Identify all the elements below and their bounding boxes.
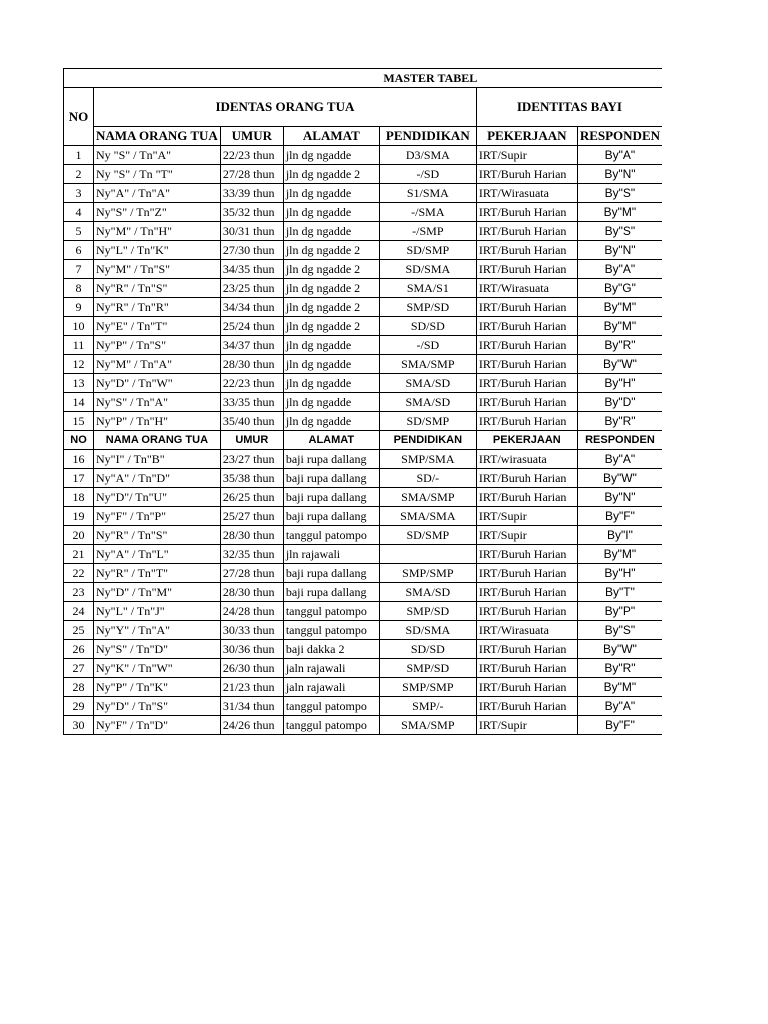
row-nama: Ny"K" / Tn"W" <box>94 659 221 678</box>
row-no: 30 <box>64 716 94 735</box>
row-alamat: jln dg ngadde <box>283 146 379 165</box>
row-umur: 33/35 thun <box>220 393 283 412</box>
row-umur: 26/30 thun <box>220 659 283 678</box>
row-alamat: tanggul patompo <box>283 697 379 716</box>
row-umur: 27/28 thun <box>220 165 283 184</box>
table-row <box>64 146 663 165</box>
row-alamat: jln dg ngadde 2 <box>283 298 379 317</box>
row-pendidikan: SD/SMP <box>379 526 476 545</box>
row-no: 25 <box>64 621 94 640</box>
column-header-row <box>64 127 663 146</box>
table-row <box>64 507 663 526</box>
table-row <box>64 298 663 317</box>
table-row <box>64 583 663 602</box>
repeat-col-header: ALAMAT <box>283 431 379 450</box>
row-nama: Ny"P" / Tn"H" <box>94 412 221 431</box>
row-no: 19 <box>64 507 94 526</box>
row-nama: Ny"M" / Tn"A" <box>94 355 221 374</box>
repeat-col-header: NAMA ORANG TUA <box>94 431 221 450</box>
row-umur: 34/37 thun <box>220 336 283 355</box>
row-responden: By"N" <box>577 165 662 184</box>
row-umur: 25/27 thun <box>220 507 283 526</box>
row-nama: Ny"D" / Tn"W" <box>94 374 221 393</box>
row-responden: By"W" <box>577 469 662 488</box>
row-umur: 26/25 thun <box>220 488 283 507</box>
row-pekerjaan: IRT/Buruh Harian <box>476 640 577 659</box>
table-title <box>379 69 662 88</box>
row-no: 14 <box>64 393 94 412</box>
row-umur: 28/30 thun <box>220 526 283 545</box>
title-spacer <box>64 69 380 88</box>
row-pendidikan: SMA/SMA <box>379 507 476 526</box>
row-no: 17 <box>64 469 94 488</box>
row-pendidikan: SD/- <box>379 469 476 488</box>
row-responden: By"S" <box>577 184 662 203</box>
row-pendidikan: SMP/SD <box>379 659 476 678</box>
row-alamat: jaln rajawali <box>283 659 379 678</box>
col-header-pendidikan: PENDIDIKAN <box>379 127 476 146</box>
row-pekerjaan: IRT/Buruh Harian <box>476 222 577 241</box>
repeat-col-header: UMUR <box>220 431 283 450</box>
col-header-alamat: ALAMAT <box>283 127 379 146</box>
row-pendidikan: SD/SMA <box>379 621 476 640</box>
row-nama: Ny"E" / Tn"T" <box>94 317 221 336</box>
row-pendidikan: SMP/SMA <box>379 450 476 469</box>
row-nama: Ny"P" / Tn"S" <box>94 336 221 355</box>
row-pendidikan: SMP/SMP <box>379 678 476 697</box>
row-pekerjaan: IRT/Wirasuata <box>476 279 577 298</box>
row-alamat: jln dg ngadde <box>283 393 379 412</box>
row-pendidikan: SMP/SMP <box>379 564 476 583</box>
row-no: 22 <box>64 564 94 583</box>
row-responden: By"A" <box>577 260 662 279</box>
row-umur: 22/23 thun <box>220 146 283 165</box>
row-pendidikan: SD/SMP <box>379 241 476 260</box>
row-nama: Ny"I" / Tn"B" <box>94 450 221 469</box>
row-umur: 23/25 thun <box>220 279 283 298</box>
row-nama: Ny"R" / Tn"S" <box>94 526 221 545</box>
row-alamat: baji rupa dallang <box>283 583 379 602</box>
row-pekerjaan: IRT/Buruh Harian <box>476 203 577 222</box>
row-no: 23 <box>64 583 94 602</box>
row-alamat: tanggul patompo <box>283 621 379 640</box>
row-umur: 34/35 thun <box>220 260 283 279</box>
row-pekerjaan: IRT/Buruh Harian <box>476 583 577 602</box>
table-row <box>64 564 663 583</box>
row-alamat: baji rupa dallang <box>283 469 379 488</box>
row-pekerjaan: IRT/Buruh Harian <box>476 602 577 621</box>
row-alamat: jln dg ngadde <box>283 222 379 241</box>
table-row <box>64 355 663 374</box>
group-header-parent: IDENTAS ORANG TUA <box>94 88 477 127</box>
row-pendidikan: SD/SMA <box>379 260 476 279</box>
table-row <box>64 640 663 659</box>
row-umur: 30/33 thun <box>220 621 283 640</box>
row-nama: Ny"R" / Tn"T" <box>94 564 221 583</box>
row-pendidikan: -/SMP <box>379 222 476 241</box>
row-umur: 32/35 thun <box>220 545 283 564</box>
row-alamat: jln dg ngadde 2 <box>283 241 379 260</box>
row-pekerjaan: IRT/Buruh Harian <box>476 659 577 678</box>
row-nama: Ny"S" / Tn"D" <box>94 640 221 659</box>
row-no: 15 <box>64 412 94 431</box>
row-no: 28 <box>64 678 94 697</box>
row-no: 18 <box>64 488 94 507</box>
row-umur: 28/30 thun <box>220 355 283 374</box>
table-row <box>64 488 663 507</box>
row-responden: By"S" <box>577 621 662 640</box>
row-no: 1 <box>64 146 94 165</box>
row-alamat: jln dg ngadde 2 <box>283 260 379 279</box>
row-nama: Ny"D" / Tn"M" <box>94 583 221 602</box>
row-pekerjaan: IRT/Buruh Harian <box>476 298 577 317</box>
row-pendidikan: -/SD <box>379 336 476 355</box>
row-pekerjaan: IRT/Supir <box>476 526 577 545</box>
master-table <box>63 68 662 735</box>
row-pendidikan <box>379 545 476 564</box>
row-umur: 23/27 thun <box>220 450 283 469</box>
row-nama: Ny"M" / Tn"H" <box>94 222 221 241</box>
table-row <box>64 165 663 184</box>
row-responden: By"F" <box>577 507 662 526</box>
row-umur: 24/28 thun <box>220 602 283 621</box>
row-pekerjaan: IRT/Buruh Harian <box>476 165 577 184</box>
table-row <box>64 393 663 412</box>
row-no: 21 <box>64 545 94 564</box>
row-umur: 24/26 thun <box>220 716 283 735</box>
row-responden: By"F" <box>577 716 662 735</box>
row-umur: 35/38 thun <box>220 469 283 488</box>
row-alamat: baji rupa dallang <box>283 564 379 583</box>
row-pekerjaan: IRT/Supir <box>476 716 577 735</box>
row-nama: Ny"L" / Tn"K" <box>94 241 221 260</box>
row-nama: Ny"D"/ Tn"U" <box>94 488 221 507</box>
row-no: 11 <box>64 336 94 355</box>
row-umur: 35/32 thun <box>220 203 283 222</box>
row-responden: By"W" <box>577 355 662 374</box>
row-pekerjaan: IRT/Buruh Harian <box>476 469 577 488</box>
row-no: 5 <box>64 222 94 241</box>
row-pendidikan: SMA/SMP <box>379 355 476 374</box>
row-responden: By"S" <box>577 222 662 241</box>
row-alamat: baji dakka 2 <box>283 640 379 659</box>
row-umur: 21/23 thun <box>220 678 283 697</box>
row-responden: By"M" <box>577 203 662 222</box>
row-umur: 30/36 thun <box>220 640 283 659</box>
row-pendidikan: SMA/SD <box>379 374 476 393</box>
table-row <box>64 184 663 203</box>
row-alamat: tanggul patompo <box>283 602 379 621</box>
row-no: 2 <box>64 165 94 184</box>
row-alamat: jln dg ngadde 2 <box>283 279 379 298</box>
row-responden: By"R" <box>577 412 662 431</box>
row-nama: Ny "S" / Tn "T" <box>94 165 221 184</box>
row-responden: By"P" <box>577 602 662 621</box>
row-nama: Ny"S" / Tn"A" <box>94 393 221 412</box>
group-header-baby: IDENTITAS BAYI <box>476 88 662 127</box>
row-nama: Ny"P" / Tn"K" <box>94 678 221 697</box>
row-alamat: jln dg ngadde <box>283 336 379 355</box>
row-alamat: jln dg ngadde <box>283 412 379 431</box>
row-nama: Ny"A" / Tn"D" <box>94 469 221 488</box>
row-pendidikan: SD/SD <box>379 640 476 659</box>
row-responden: By"N" <box>577 488 662 507</box>
col-header-umur: UMUR <box>220 127 283 146</box>
row-alamat: baji rupa dallang <box>283 507 379 526</box>
table-row <box>64 526 663 545</box>
row-no: 10 <box>64 317 94 336</box>
row-no: 26 <box>64 640 94 659</box>
row-responden: By"M" <box>577 317 662 336</box>
row-pendidikan: -/SD <box>379 165 476 184</box>
repeat-col-header: PEKERJAAN <box>476 431 577 450</box>
row-no: 4 <box>64 203 94 222</box>
row-no: 9 <box>64 298 94 317</box>
row-umur: 34/34 thun <box>220 298 283 317</box>
row-responden: By"R" <box>577 659 662 678</box>
table-row <box>64 450 663 469</box>
row-no: 24 <box>64 602 94 621</box>
row-pendidikan: SMP/SD <box>379 602 476 621</box>
row-pekerjaan: IRT/Buruh Harian <box>476 336 577 355</box>
row-responden: By"W" <box>577 640 662 659</box>
row-alamat: jln dg ngadde 2 <box>283 165 379 184</box>
row-responden: By"T" <box>577 583 662 602</box>
row-nama: Ny"Y" / Tn"A" <box>94 621 221 640</box>
row-responden: By"A" <box>577 697 662 716</box>
row-responden: By"R" <box>577 336 662 355</box>
table-row <box>64 336 663 355</box>
row-responden: By"M" <box>577 678 662 697</box>
row-pendidikan: SMA/SD <box>379 393 476 412</box>
row-nama: Ny"R" / Tn"S" <box>94 279 221 298</box>
row-responden: By"M" <box>577 298 662 317</box>
row-umur: 27/30 thun <box>220 241 283 260</box>
row-no: 12 <box>64 355 94 374</box>
row-umur: 35/40 thun <box>220 412 283 431</box>
table-row <box>64 260 663 279</box>
row-nama: Ny"F" / Tn"P" <box>94 507 221 526</box>
table-row <box>64 317 663 336</box>
row-no: 27 <box>64 659 94 678</box>
row-pekerjaan: IRT/Supir <box>476 507 577 526</box>
table-row <box>64 279 663 298</box>
row-no: 6 <box>64 241 94 260</box>
row-pendidikan: SD/SD <box>379 317 476 336</box>
row-alamat: jln rajawali <box>283 545 379 564</box>
row-no: 8 <box>64 279 94 298</box>
row-pekerjaan: IRT/Buruh Harian <box>476 412 577 431</box>
table-title-text: MASTER TABEL <box>383 71 478 85</box>
row-no: 29 <box>64 697 94 716</box>
row-alamat: tanggul patompo <box>283 526 379 545</box>
row-pekerjaan: IRT/Buruh Harian <box>476 545 577 564</box>
row-pekerjaan: IRT/wirasuata <box>476 450 577 469</box>
row-pendidikan: D3/SMA <box>379 146 476 165</box>
row-responden: By"D" <box>577 393 662 412</box>
row-nama: Ny"L" / Tn"J" <box>94 602 221 621</box>
table-row <box>64 241 663 260</box>
row-umur: 30/31 thun <box>220 222 283 241</box>
row-no: 16 <box>64 450 94 469</box>
row-umur: 33/39 thun <box>220 184 283 203</box>
row-alamat: jln dg ngadde 2 <box>283 317 379 336</box>
table-row <box>64 374 663 393</box>
row-pekerjaan: IRT/Buruh Harian <box>476 241 577 260</box>
row-pendidikan: SMA/SD <box>379 583 476 602</box>
row-alamat: jaln rajawali <box>283 678 379 697</box>
row-responden: By"N" <box>577 241 662 260</box>
row-nama: Ny "S" / Tn"A" <box>94 146 221 165</box>
row-pendidikan: SD/SMP <box>379 412 476 431</box>
table-row <box>64 621 663 640</box>
row-umur: 22/23 thun <box>220 374 283 393</box>
row-no: 3 <box>64 184 94 203</box>
row-alamat: tanggul patompo <box>283 716 379 735</box>
repeat-header-row <box>64 431 663 450</box>
row-pekerjaan: IRT/Buruh Harian <box>476 393 577 412</box>
row-responden: By"G" <box>577 279 662 298</box>
col-header-responden: RESPONDEN <box>577 127 662 146</box>
row-nama: Ny"F" / Tn"D" <box>94 716 221 735</box>
row-pekerjaan: IRT/Buruh Harian <box>476 678 577 697</box>
row-nama: Ny"A" / Tn"L" <box>94 545 221 564</box>
row-nama: Ny"S" / Tn"Z" <box>94 203 221 222</box>
row-nama: Ny"M" / Tn"S" <box>94 260 221 279</box>
table-row <box>64 412 663 431</box>
table-row <box>64 678 663 697</box>
row-pekerjaan: IRT/Buruh Harian <box>476 488 577 507</box>
row-pekerjaan: IRT/Buruh Harian <box>476 317 577 336</box>
row-no: 13 <box>64 374 94 393</box>
table-row <box>64 203 663 222</box>
table-row <box>64 545 663 564</box>
row-pekerjaan: IRT/Buruh Harian <box>476 374 577 393</box>
row-responden: By"A" <box>577 450 662 469</box>
table-row <box>64 659 663 678</box>
table-row <box>64 716 663 735</box>
row-alamat: baji rupa dallang <box>283 450 379 469</box>
row-pekerjaan: IRT/Buruh Harian <box>476 564 577 583</box>
row-pendidikan: S1/SMA <box>379 184 476 203</box>
row-pendidikan: SMA/SMP <box>379 488 476 507</box>
row-nama: Ny"A" / Tn"A" <box>94 184 221 203</box>
row-pendidikan: SMP/SD <box>379 298 476 317</box>
row-responden: By"I" <box>577 526 662 545</box>
table-row <box>64 469 663 488</box>
row-nama: Ny"D" / Tn"S" <box>94 697 221 716</box>
table-row <box>64 602 663 621</box>
row-responden: By"H" <box>577 564 662 583</box>
row-umur: 27/28 thun <box>220 564 283 583</box>
row-responden: By"A" <box>577 146 662 165</box>
row-pekerjaan: IRT/Supir <box>476 146 577 165</box>
col-header-nama: NAMA ORANG TUA <box>94 127 221 146</box>
row-pekerjaan: IRT/Wirasuata <box>476 621 577 640</box>
table-row <box>64 222 663 241</box>
repeat-col-header: PENDIDIKAN <box>379 431 476 450</box>
row-umur: 25/24 thun <box>220 317 283 336</box>
row-pekerjaan: IRT/Buruh Harian <box>476 697 577 716</box>
no-header: NO <box>64 88 94 146</box>
row-pendidikan: SMP/- <box>379 697 476 716</box>
row-umur: 31/34 thun <box>220 697 283 716</box>
row-pekerjaan: IRT/Buruh Harian <box>476 260 577 279</box>
row-pekerjaan: IRT/Wirasuata <box>476 184 577 203</box>
table-row <box>64 697 663 716</box>
row-responden: By"M" <box>577 545 662 564</box>
row-pekerjaan: IRT/Buruh Harian <box>476 355 577 374</box>
row-no: 20 <box>64 526 94 545</box>
col-header-pekerjaan: PEKERJAAN <box>476 127 577 146</box>
repeat-col-header: NO <box>64 431 94 450</box>
row-pendidikan: -/SMA <box>379 203 476 222</box>
repeat-col-header: RESPONDEN <box>577 431 662 450</box>
row-alamat: jln dg ngadde <box>283 355 379 374</box>
row-responden: By"H" <box>577 374 662 393</box>
row-alamat: jln dg ngadde <box>283 203 379 222</box>
row-alamat: baji rupa dallang <box>283 488 379 507</box>
row-alamat: jln dg ngadde <box>283 184 379 203</box>
row-umur: 28/30 thun <box>220 583 283 602</box>
row-no: 7 <box>64 260 94 279</box>
row-nama: Ny"R" / Tn"R" <box>94 298 221 317</box>
row-pendidikan: SMA/SMP <box>379 716 476 735</box>
row-alamat: jln dg ngadde <box>283 374 379 393</box>
row-pendidikan: SMA/S1 <box>379 279 476 298</box>
